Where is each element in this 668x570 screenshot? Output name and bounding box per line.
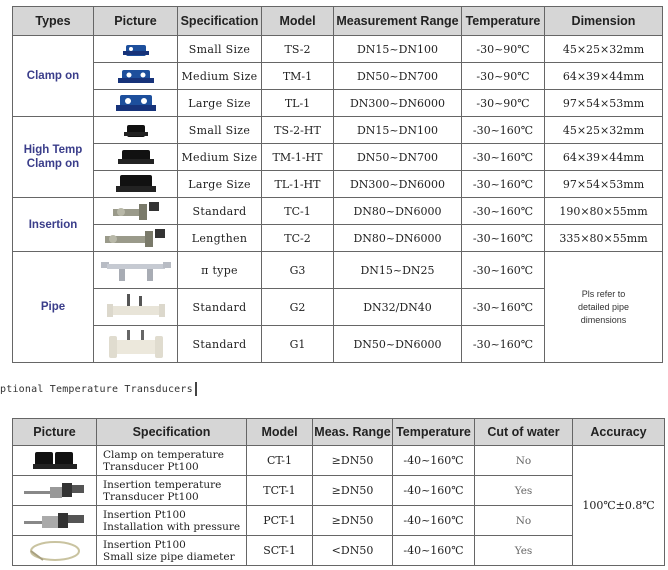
picture-tl-1 bbox=[94, 90, 178, 117]
header-picture: Picture bbox=[13, 419, 97, 446]
note-line: detailed pipe bbox=[577, 301, 630, 312]
spec-cell: Large Size bbox=[178, 90, 262, 117]
header-specification: Specification bbox=[97, 419, 247, 446]
model-cell: TS-2 bbox=[262, 36, 334, 63]
type-clamp-on: Clamp on bbox=[13, 36, 94, 117]
temp-cell: -30~160℃ bbox=[462, 289, 545, 326]
table-row bbox=[13, 536, 665, 566]
temp-cell: -30~90℃ bbox=[462, 90, 545, 117]
range-cell: DN50~DN6000 bbox=[334, 326, 462, 363]
temp-cell: -40~160℃ bbox=[393, 506, 475, 536]
model-cell: TCT-1 bbox=[247, 476, 313, 506]
table-row bbox=[13, 476, 665, 506]
picture-g1 bbox=[94, 326, 178, 363]
spec-cell: Medium Size bbox=[178, 63, 262, 90]
temp-cell: -30~160℃ bbox=[462, 198, 545, 225]
table-row bbox=[13, 446, 665, 476]
cable-temp-sensor-icon bbox=[25, 538, 85, 564]
clamp-sensor-medium-black-icon bbox=[118, 147, 154, 167]
pressure-temp-sensor-icon bbox=[22, 509, 88, 533]
spec-cell: Medium Size bbox=[178, 144, 262, 171]
picture-ts-2 bbox=[94, 36, 178, 63]
spec-line: Clamp on temperature bbox=[103, 448, 224, 461]
temp-cell: -40~160℃ bbox=[393, 476, 475, 506]
standard-pipe-small-icon bbox=[103, 292, 169, 322]
header-cut-of-water: Cut of water bbox=[475, 419, 573, 446]
cut-cell: Yes bbox=[475, 536, 573, 566]
range-cell: DN80~DN6000 bbox=[334, 198, 462, 225]
pi-type-pipe-icon bbox=[99, 257, 173, 283]
temp-cell: -30~160℃ bbox=[462, 326, 545, 363]
model-cell: CT-1 bbox=[247, 446, 313, 476]
note-line: Pls refer to bbox=[581, 288, 626, 299]
range-cell: DN80~DN6000 bbox=[334, 225, 462, 252]
range-cell: ≥DN50 bbox=[313, 476, 393, 506]
spec-line: Transducer Pt100 bbox=[103, 460, 199, 473]
header-temperature: Temperature bbox=[462, 7, 545, 36]
insertion-temp-sensor-icon bbox=[22, 479, 88, 503]
section-title-text: ptional Temperature Transducers bbox=[0, 384, 193, 395]
header-meas-range: Meas. Range bbox=[313, 419, 393, 446]
temp-cell: -30~160℃ bbox=[462, 225, 545, 252]
table-row bbox=[13, 252, 663, 289]
picture-tct-1 bbox=[13, 476, 97, 506]
cut-cell: No bbox=[475, 506, 573, 536]
picture-ts-2-ht bbox=[94, 117, 178, 144]
dim-cell: 45×25×32mm bbox=[545, 36, 663, 63]
type-high-temp-clamp-on bbox=[13, 117, 94, 198]
model-cell: G3 bbox=[262, 252, 334, 289]
header-temperature: Temperature bbox=[393, 419, 475, 446]
header-picture: Picture bbox=[94, 7, 178, 36]
range-cell: DN15~DN100 bbox=[334, 117, 462, 144]
model-cell: TC-1 bbox=[262, 198, 334, 225]
header-types: Types bbox=[13, 7, 94, 36]
picture-tc-2 bbox=[94, 225, 178, 252]
spec-line: Transducer Pt100 bbox=[103, 490, 199, 503]
clamp-sensor-large-icon bbox=[116, 92, 156, 114]
type-line: High Temp bbox=[23, 144, 83, 156]
cut-cell: Yes bbox=[475, 476, 573, 506]
clamp-sensor-small-black-icon bbox=[124, 121, 148, 139]
spec-cell bbox=[97, 536, 247, 566]
temp-cell: -30~160℃ bbox=[462, 171, 545, 198]
dimension-note bbox=[545, 252, 663, 363]
type-insertion: Insertion bbox=[13, 198, 94, 252]
range-cell: DN32/DN40 bbox=[334, 289, 462, 326]
spec-cell: Standard bbox=[178, 198, 262, 225]
clamp-sensor-large-black-icon bbox=[116, 173, 156, 195]
temp-cell: -40~160℃ bbox=[393, 446, 475, 476]
temp-cell: -30~90℃ bbox=[462, 36, 545, 63]
spec-cell bbox=[97, 446, 247, 476]
type-pipe: Pipe bbox=[13, 252, 94, 363]
picture-tm-1 bbox=[94, 63, 178, 90]
dim-cell: 64×39×44mm bbox=[545, 63, 663, 90]
picture-g3 bbox=[94, 252, 178, 289]
table-row bbox=[13, 63, 663, 90]
standard-pipe-large-icon bbox=[107, 328, 165, 360]
model-cell: SCT-1 bbox=[247, 536, 313, 566]
transducer-table bbox=[12, 6, 663, 363]
temp-cell: -40~160℃ bbox=[393, 536, 475, 566]
dim-cell: 190×80×55mm bbox=[545, 198, 663, 225]
type-line: Clamp on bbox=[26, 158, 80, 170]
spec-cell: π type bbox=[178, 252, 262, 289]
model-cell: TM-1-HT bbox=[262, 144, 334, 171]
picture-sct-1 bbox=[13, 536, 97, 566]
temp-cell: -30~90℃ bbox=[462, 63, 545, 90]
model-cell: TM-1 bbox=[262, 63, 334, 90]
model-cell: G2 bbox=[262, 289, 334, 326]
table-row bbox=[13, 117, 663, 144]
dim-cell: 97×54×53mm bbox=[545, 90, 663, 117]
clamp-sensor-small-icon bbox=[123, 40, 149, 58]
model-cell: TL-1 bbox=[262, 90, 334, 117]
text-cursor bbox=[195, 382, 197, 396]
range-cell: DN300~DN6000 bbox=[334, 90, 462, 117]
range-cell: DN15~DN25 bbox=[334, 252, 462, 289]
header-dimension: Dimension bbox=[545, 7, 663, 36]
note-line: dimensions bbox=[580, 314, 627, 325]
header-specification: Specification bbox=[178, 7, 262, 36]
range-cell: DN50~DN700 bbox=[334, 63, 462, 90]
dim-cell: 335×80×55mm bbox=[545, 225, 663, 252]
spec-cell: Large Size bbox=[178, 171, 262, 198]
table-row bbox=[13, 198, 663, 225]
table-row bbox=[13, 171, 663, 198]
range-cell: <DN50 bbox=[313, 536, 393, 566]
range-cell: ≥DN50 bbox=[313, 506, 393, 536]
range-cell: DN300~DN6000 bbox=[334, 171, 462, 198]
table-row bbox=[13, 36, 663, 63]
picture-ct-1 bbox=[13, 446, 97, 476]
picture-tc-1 bbox=[94, 198, 178, 225]
table-row bbox=[13, 144, 663, 171]
picture-pct-1 bbox=[13, 506, 97, 536]
header-model: Model bbox=[247, 419, 313, 446]
model-cell: G1 bbox=[262, 326, 334, 363]
model-cell: PCT-1 bbox=[247, 506, 313, 536]
spec-line: Insertion Pt100 bbox=[103, 508, 186, 521]
dim-cell: 97×54×53mm bbox=[545, 171, 663, 198]
header-measurement-range: Measurement Range bbox=[334, 7, 462, 36]
model-cell: TS-2-HT bbox=[262, 117, 334, 144]
spec-line: Insertion temperature bbox=[103, 478, 222, 491]
spec-cell: Small Size bbox=[178, 36, 262, 63]
header-row bbox=[13, 419, 665, 446]
temp-cell: -30~160℃ bbox=[462, 144, 545, 171]
spec-cell bbox=[97, 476, 247, 506]
clamp-temp-sensor-icon bbox=[31, 449, 79, 473]
header-accuracy: Accuracy bbox=[573, 419, 665, 446]
cut-cell: No bbox=[475, 446, 573, 476]
model-cell: TL-1-HT bbox=[262, 171, 334, 198]
picture-tl-1-ht bbox=[94, 171, 178, 198]
spec-line: Small size pipe diameter bbox=[103, 550, 235, 563]
spec-cell: Lengthen bbox=[178, 225, 262, 252]
dim-cell: 64×39×44mm bbox=[545, 144, 663, 171]
temp-cell: -30~160℃ bbox=[462, 117, 545, 144]
dim-cell: 45×25×32mm bbox=[545, 117, 663, 144]
insertion-sensor-icon bbox=[109, 200, 163, 222]
range-cell: DN50~DN700 bbox=[334, 144, 462, 171]
spec-line: Installation with pressure bbox=[103, 520, 241, 533]
range-cell: ≥DN50 bbox=[313, 446, 393, 476]
picture-tm-1-ht bbox=[94, 144, 178, 171]
spec-cell bbox=[97, 506, 247, 536]
insertion-sensor-long-icon bbox=[103, 227, 169, 249]
section-title bbox=[0, 382, 197, 396]
table-row bbox=[13, 225, 663, 252]
clamp-sensor-medium-icon bbox=[118, 66, 154, 86]
spec-cell: Small Size bbox=[178, 117, 262, 144]
spec-cell: Standard bbox=[178, 289, 262, 326]
range-cell: DN15~DN100 bbox=[334, 36, 462, 63]
spec-cell: Standard bbox=[178, 326, 262, 363]
table-row bbox=[13, 506, 665, 536]
header-model: Model bbox=[262, 7, 334, 36]
header-row bbox=[13, 7, 663, 36]
accuracy-cell: 100℃±0.8℃ bbox=[573, 446, 665, 566]
temp-cell: -30~160℃ bbox=[462, 252, 545, 289]
picture-g2 bbox=[94, 289, 178, 326]
table-row bbox=[13, 90, 663, 117]
temperature-transducer-table bbox=[12, 418, 665, 566]
model-cell: TC-2 bbox=[262, 225, 334, 252]
spec-line: Insertion Pt100 bbox=[103, 538, 186, 551]
